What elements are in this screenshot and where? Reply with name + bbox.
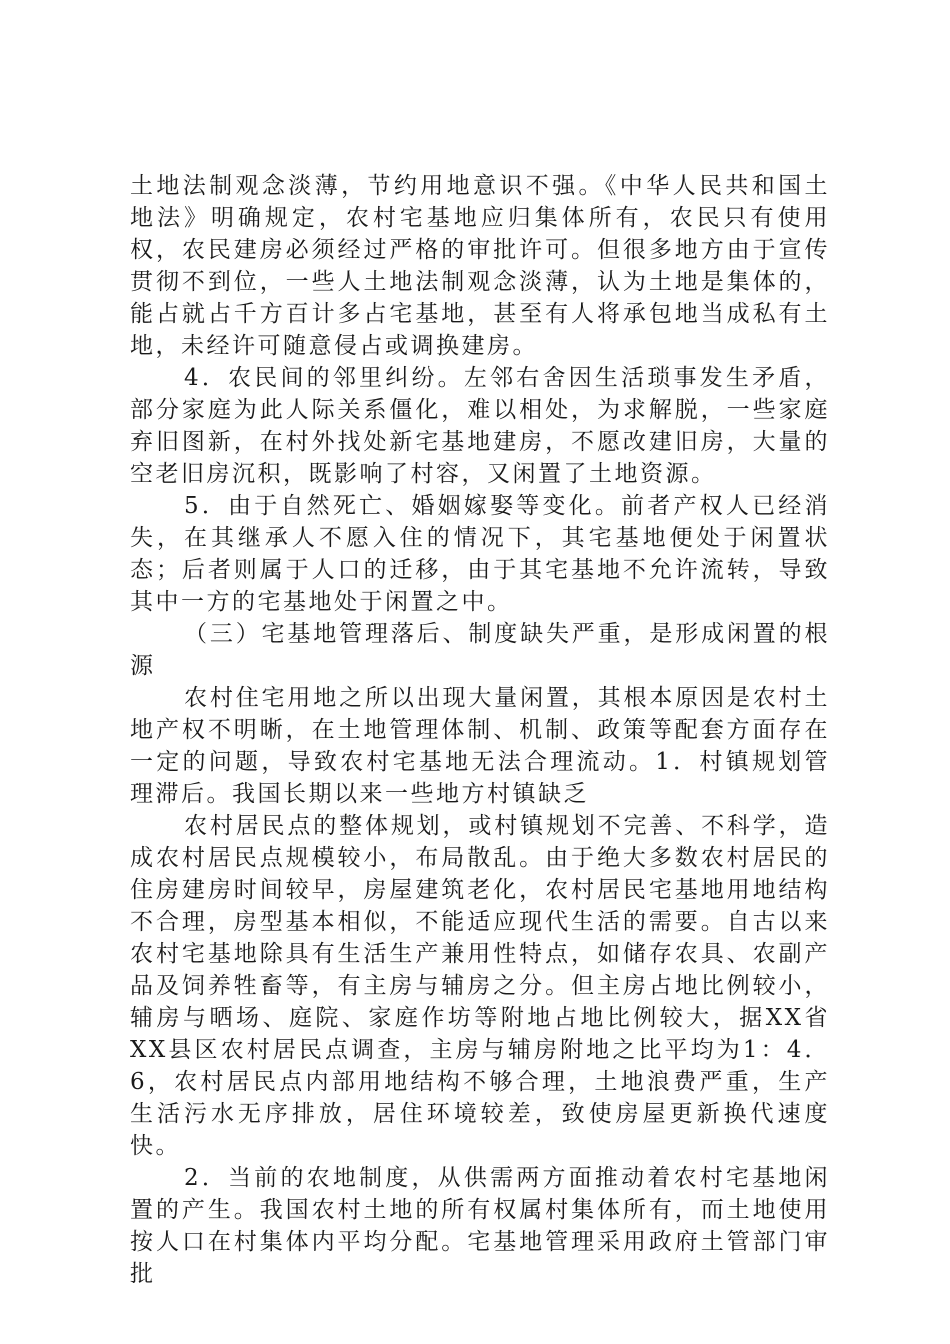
- section-heading-management: （三）宅基地管理落后、制度缺失严重，是形成闲置的根源: [130, 621, 830, 679]
- paragraph-land-system: 2．当前的农地制度，从供需两方面推动着农村宅基地闲置的产生。我国农村土地的所有权属村集体所有，而土地使用按人口在村集体内平均分配。宅基地管理采用政府土管部门审批: [130, 1165, 830, 1287]
- paragraph-death-marriage: 5．由于自然死亡、婚姻嫁娶等变化。前者产权人已经消失，在其继承人不愿入住的情况下，其宅基地便处于闲置状态；后者则属于人口的迁移，由于其宅基地不允许流转，导致其中一方的宅基地处于闲置之中。: [130, 493, 830, 615]
- paragraph-village-planning: 农村居民点的整体规划，或村镇规划不完善、不科学，造成农村居民点规模较小，布局散乱。由于绝大多数农村居民的住房建房时间较早，房屋建筑老化，农村居民宅基地用地结构不合理，房型基本相似，不能适应现代生活的需要。自古以来农村宅基地除具有生活生产兼用性特点，如储存农具、农副产品及饲养牲畜等，有主房与辅房之分。但主房占地比例较小，辅房与晒场、庭院、家庭作坊等附地占地比例较大，据XX省XX县区农村居民点调查，主房与辅房附地之比平均为1：4．6，农村居民点内部用地结构不够合理，土地浪费严重，生产生活污水无序排放，居住环境较差，致使房屋更新换代速度快。: [130, 813, 830, 1159]
- paragraph-root-cause: 农村住宅用地之所以出现大量闲置，其根本原因是农村土地产权不明晰，在土地管理体制、机制、政策等配套方面存在一定的问题，导致农村宅基地无法合理流动。1．村镇规划管理滞后。我国长期以来一些地方村镇缺乏: [130, 685, 830, 807]
- paragraph-neighbor-disputes: 4．农民间的邻里纠纷。左邻右舍因生活琐事发生矛盾，部分家庭为此人际关系僵化，难以相处，为求解脱，一些家庭弃旧图新，在村外找处新宅基地建房，不愿改建旧房，大量的空老旧房沉积，既影响了村容，又闲置了土地资源。: [130, 365, 830, 487]
- document-body: [130, 170, 830, 1290]
- paragraph-land-law-awareness: 土地法制观念淡薄，节约用地意识不强。《中华人民共和国土地法》明确规定，农村宅基地应归集体所有，农民只有使用权，农民建房必须经过严格的审批许可。但很多地方由于宣传贯彻不到位，一些人土地法制观念淡薄，认为土地是集体的，能占就占千方百计多占宅基地，甚至有人将承包地当成私有土地，未经许可随意侵占或调换建房。: [130, 173, 830, 359]
